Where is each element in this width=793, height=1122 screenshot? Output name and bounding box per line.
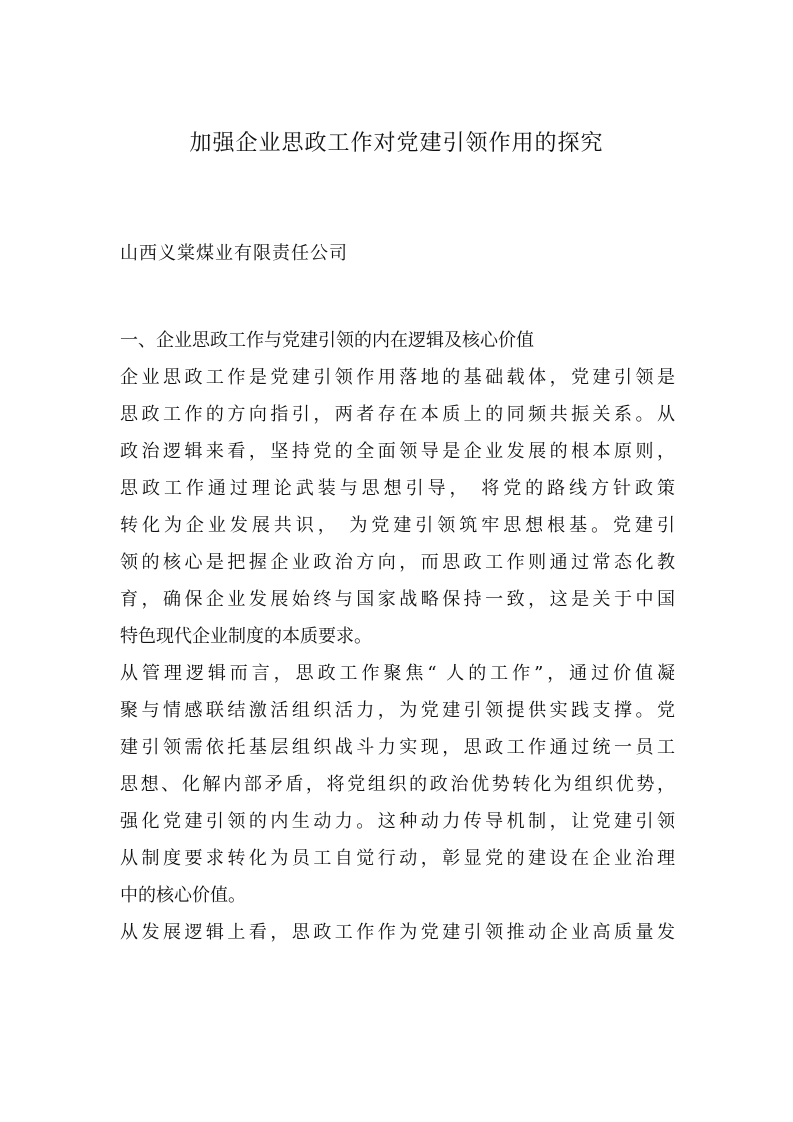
body-text-line: 思想、化解内部矛盾，将党组织的政治优势转化为组织优势， bbox=[120, 774, 675, 795]
body-text-line: 转化为企业发展共识， 为党建引领筑牢思想根基。党建引 bbox=[120, 515, 675, 536]
document-body bbox=[120, 322, 675, 951]
body-text-line: 思政工作的方向指引，两者存在本质上的同频共振关系。从 bbox=[120, 404, 675, 425]
body-text-line: 思政工作通过理论武装与思想引导， 将党的路线方针政策 bbox=[120, 478, 675, 499]
body-text-line: 政治逻辑来看，坚持党的全面领导是企业发展的根本原则， bbox=[120, 441, 675, 462]
body-text-line: 中的核心价值。 bbox=[120, 885, 246, 906]
document-title: 加强企业思政工作对党建引领作用的探究 bbox=[189, 131, 604, 156]
body-text-line: 企业思政工作是党建引领作用落地的基础载体，党建引领是 bbox=[120, 367, 675, 388]
section-heading: 一、企业思政工作与党建引领的内在逻辑及核心价值 bbox=[120, 330, 534, 351]
body-text-line: 从制度要求转化为员工自觉行动，彰显党的建设在企业治理 bbox=[120, 848, 675, 869]
organization-name: 山西义棠煤业有限责任公司 bbox=[120, 243, 348, 264]
body-text-line: 从发展逻辑上看，思政工作作为党建引领推动企业高质量发 bbox=[120, 922, 675, 943]
body-text-line: 建引领需依托基层组织战斗力实现，思政工作通过统一员工 bbox=[120, 737, 675, 758]
body-text-line: 从管理逻辑而言，思政工作聚焦“ 人的工作”，通过价值凝 bbox=[120, 663, 675, 684]
body-text-line: 领的核心是把握企业政治方向，而思政工作则通过常态化教 bbox=[120, 552, 675, 573]
body-text-line: 育，确保企业发展始终与国家战略保持一致，这是关于中国 bbox=[120, 589, 675, 610]
body-text-line: 聚与情感联结激活组织活力，为党建引领提供实践支撑。党 bbox=[120, 700, 675, 721]
body-text-line: 特色现代企业制度的本质要求。 bbox=[120, 626, 372, 647]
body-text-line: 强化党建引领的内生动力。这种动力传导机制，让党建引领 bbox=[120, 811, 675, 832]
